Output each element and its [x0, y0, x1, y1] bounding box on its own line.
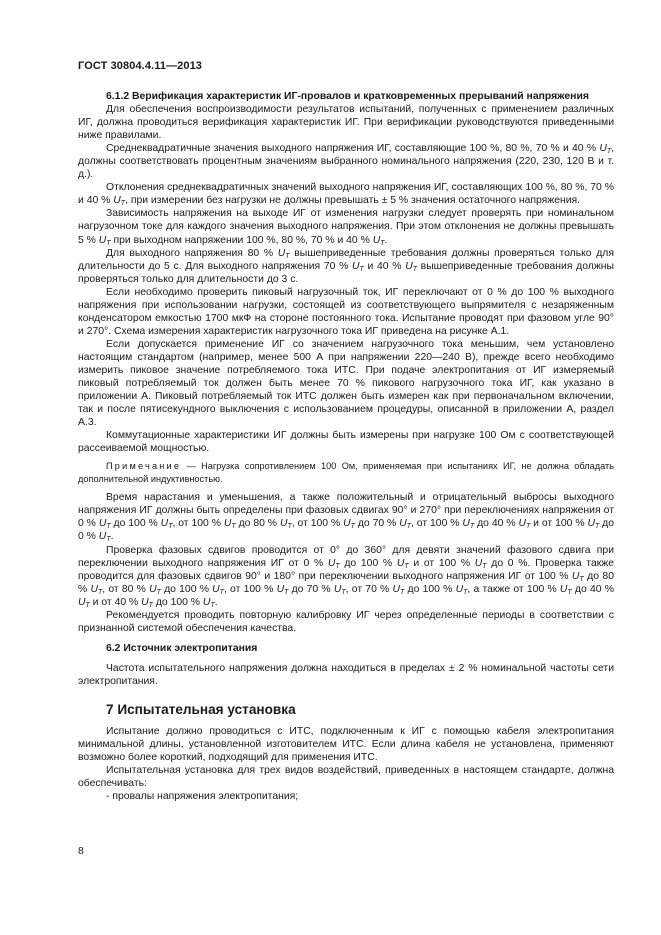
symbol-ut: $U_T$ [78, 596, 90, 609]
symbol-ut: $U_T$ [98, 531, 111, 544]
symbol-ut: $U_T$ [98, 234, 111, 247]
symbol-ut: $U_T$ [392, 583, 405, 596]
page-number: 8 [78, 845, 84, 857]
symbol-ut: $U_T$ [202, 596, 215, 609]
paragraph: Для обеспечения воспроизводимости результатов испытаний, полученных с применением различных ИГ, должна проводиться верификация характеристик ИГ. При верификации руководствуются приведенными ниже правилами. [78, 104, 614, 142]
paragraph: Испытание должно проводиться с ИТС, подключенным к ИГ с помощью кабеля электропитания минимальной длины, установленной изготовителем ИТС. Если длина кабеля не установлена, применяют возможно более короткий, подходящий для применения ИТС. [78, 725, 614, 764]
symbol-ut: $U_T$ [474, 557, 487, 570]
spacer [78, 688, 614, 702]
symbol-ut: $U_T$ [277, 247, 290, 260]
symbol-ut: $U_T$ [223, 518, 236, 531]
symbol-ut: $U_T$ [372, 234, 385, 247]
symbol-ut: $U_T$ [343, 518, 355, 531]
symbol-ut: $U_T$ [396, 557, 409, 570]
symbol-ut: $U_T$ [327, 557, 340, 570]
symbol-ut: $U_T$ [279, 518, 292, 531]
section-heading-6-2: 6.2 Источник электропитания [106, 642, 258, 654]
document-header: ГОСТ 30804.4.11—2013 [78, 60, 203, 72]
symbol-ut: $U_T$ [141, 596, 153, 609]
symbol-ut: $U_T$ [599, 143, 612, 156]
symbol-ut: $U_T$ [90, 583, 103, 596]
paragraph: Частота испытательного напряжения должна находиться в пределах ± 2 % номинальной частоты сети электропитания. [78, 662, 614, 687]
paragraph: Испытательная установка для трех видов воздействий, приведенных в настоящем стандарте, должна обеспечивать: [78, 765, 614, 790]
symbol-ut: $U_T$ [462, 518, 475, 531]
symbol-ut: $U_T$ [587, 518, 600, 531]
note-text: Нагрузка сопротивлением 100 Ом, применяемая при испытаниях ИГ, не должна обладать дополнительной индуктивностью. [78, 461, 614, 484]
paragraph: Время нарастания и уменьшения, а также положительный и отрицательный выбросы выходного напряжения ИГ должны быть определены при фазовых сдвигах 90° и 270° при переключениях напряжения от 0 % $U_T$ до 100 % $U_T$, от 100 % $U_T$ до 80 % $U_T$, от 100 % $U_T$ до 70 % $U_T$, от 100 % $U_T$ до 40 % $U_T$ и от 100 % $U_T$ до 0 % $U_T$. [78, 492, 615, 544]
symbol-ut: $U_T$ [98, 518, 111, 531]
section-heading-6-1-2: 6.1.2 Верификация характеристик ИГ-провалов и кратковременных прерываний напряжения [106, 91, 589, 102]
paragraph: Коммутационные характеристики ИГ должны быть измерены при нагрузке 100 Ом с соответствующей рассеиваемой мощностью. [78, 430, 614, 455]
symbol-ut: $U_T$ [333, 583, 346, 596]
spacer [78, 655, 614, 662]
paragraph: Отклонения среднеквадратичных значений выходного напряжения ИГ, составляющих 100 %, 80 %, 70 % и 40 % $U_T$, при измерении без нагрузки не должны превышать ± 5 % значения остаточного напряжения. [78, 182, 614, 208]
symbol-ut: $U_T$ [405, 260, 417, 273]
document-body [78, 90, 614, 803]
list-item: - провалы напряжения электропитания; [106, 791, 299, 803]
paragraph: Зависимость напряжения на выходе ИГ от изменения нагрузки следует проверять при номинальном нагрузочном токе для каждого значения выходного напряжения. При этом отклонения не должны превышать 5 % $U_T$ при выходном напряжении 100 %, 80 %, 70 % и 40 % $U_T$. [78, 208, 614, 247]
symbol-ut: $U_T$ [212, 583, 224, 596]
symbol-ut: $U_T$ [113, 195, 126, 208]
symbol-ut: $U_T$ [276, 583, 289, 596]
spacer [78, 718, 614, 725]
note: Примечание — Нагрузка сопротивлением 100 Ом, применяемая при испытаниях ИГ, не должна обладать дополнительной индуктивностью. [78, 461, 614, 484]
symbol-ut: $U_T$ [352, 260, 364, 273]
symbol-ut: $U_T$ [518, 518, 531, 531]
symbol-ut: $U_T$ [559, 583, 572, 596]
chapter-heading-7: 7 Испытательная установка [106, 701, 296, 717]
symbol-ut: $U_T$ [399, 518, 411, 531]
symbol-ut: $U_T$ [455, 583, 468, 596]
symbol-ut: $U_T$ [149, 583, 161, 596]
note-label: Примечание [106, 461, 182, 472]
paragraph: Для выходного напряжения 80 % $U_T$ вышеприведенные требования должны проверяться только для длительности до 5 с. Для выходного напряжения 70 % $U_T$ и 40 % $U_T$ вышеприведенные требования должны проверяться только для длительности до 3 с. [78, 247, 614, 285]
paragraph: Среднеквадратичные значения выходного напряжения ИГ, составляющие 100 %, 80 %, 70 % и 40 % $U_T$, должны соответствовать процентным значениям выбранного номинального напряжения (220, 230, 120 В и т. д.). [78, 143, 614, 181]
paragraph: Если допускается применение ИГ со значением нагрузочного тока меньшим, чем установлено настоящим стандартом (например, менее 500 А при напряжении 220—240 В), прежде всего необходимо измерить пиковое значение потребляемого тока ИТС. При подаче электропитания от ИГ измеряемый пиковый потребляемый ток должен быть менее 70 % пикового нагрузочного тока ИГ, как указано в приложении А. Пиковый потребляемый ток ИТС должен быть измерен как при первоначальном включении, так и после пятисекундного выключения с использованием процедуры, описанной в приложении А, раздел А.3. [78, 338, 614, 429]
symbol-ut: $U_T$ [160, 518, 173, 531]
paragraph: Проверка фазовых сдвигов проводится от 0° до 360° для девяти значений фазового сдвига при переключении выходного напряжения ИГ от 0 % $U_T$ до 100 % $U_T$ и от 100 % $U_T$ до 0 %. Проверка также проводится для фазовых сдвигов 90° и 180° при переключении выходного напряжения ИГ от 100 % $U_T$ до 80 % $U_T$, от 80 % $U_T$ до 100 % $U_T$, от 100 % $U_T$ до 70 % $U_T$, от 70 % $U_T$ до 100 % $U_T$, а также от 100 % $U_T$ до 40 % $U_T$ и от 40 % $U_T$ до 100 % $U_T$. [78, 544, 614, 609]
spacer [78, 635, 614, 642]
paragraph: Рекомендуется проводить повторную калибровку ИГ через определенные периоды в соответствии с признанной системой обеспечения качества. [78, 609, 614, 634]
symbol-ut: $U_T$ [571, 570, 584, 583]
paragraph: Если необходимо проверить пиковый нагрузочный ток, ИГ переключают от 0 % до 100 % выходного напряжения при использовании нагрузки, состоящей из соответствующего выпрямителя с незаряженным конденсатором емкостью 1700 мкФ на стороне постоянного тока. Испытание проводят при фазовом угле 90° и 270°. Схема измерения характеристик нагрузочного тока ИГ приведена на рисунке А.1. [78, 286, 614, 337]
